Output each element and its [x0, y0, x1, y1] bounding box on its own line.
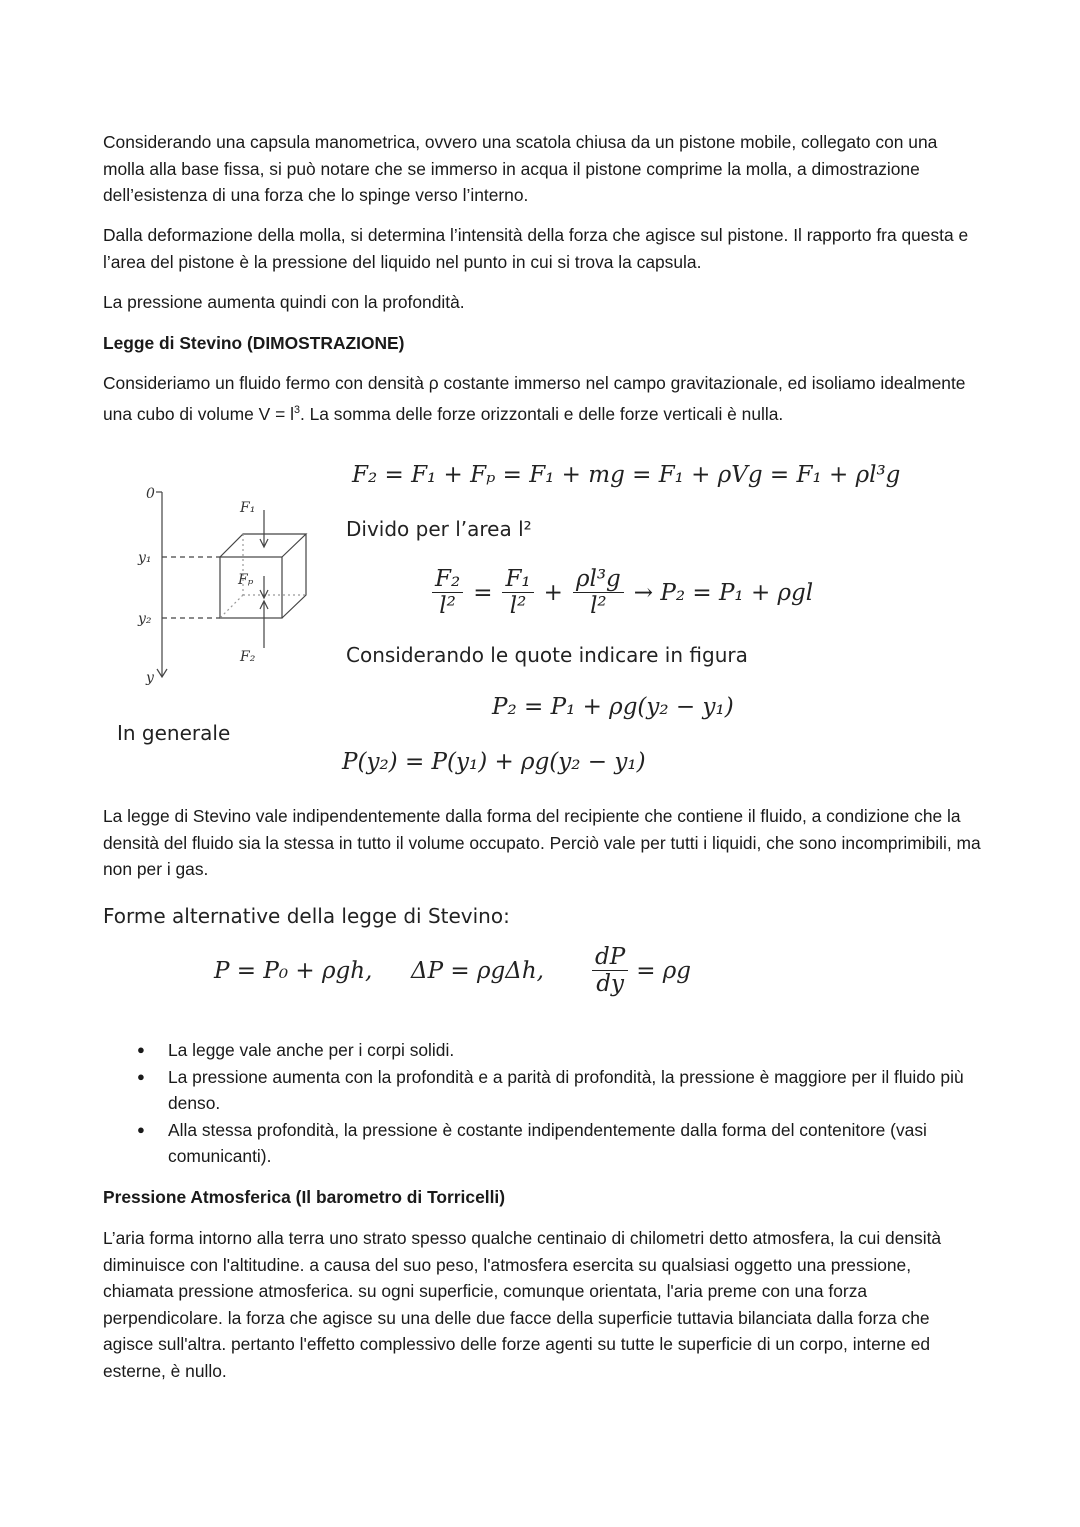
equation-force-balance: F₂ = F₁ + Fₚ = F₁ + mg = F₁ + ρVg = F₁ + ρl³g [352, 462, 901, 488]
paragraph-atmosfera: L’aria forma intorno alla terra uno strato spesso qualche centinaio di chilometri detto atmosfera, la cui densità diminuisce con l'altitudine. a causa del suo peso, l'atmosfera esercita su qualsiasi oggetto una pressione, chiamata pressione atmosferica. su ogni superficie, comunque orientata, l'aria preme con una forza perpendicolare. la forza che agisce su una delle due facce della superficie tuttavia bilanciata dalla forza che agisce sull'altra. pertanto l'effetto complessivo delle forze agenti su tutte le superficie di un corpo, interne ed esterne, è nullo. [103, 1228, 942, 1381]
text-divido: Divido per l’area l² [346, 517, 532, 541]
list-item: ● Alla stessa profondità, la pressione è costante indipendentemente dalla forma del contenitore (vasi comunicanti). [103, 1117, 983, 1170]
fraction-f2: $\frac{\text{F₂}}{\text{l²}}$ [432, 566, 463, 619]
bullet-list [103, 1037, 983, 1170]
force-f1-label: F₁ [240, 500, 256, 516]
axis-zero-label: 0 [146, 486, 155, 502]
axis-y1-label: y₁ [138, 550, 152, 566]
paragraph-profondita: La pressione aumenta quindi con la profondità. [103, 292, 465, 312]
paragraph-consideriamo: Consideriamo un fluido fermo con densità ρ costante immerso nel campo gravitazionale, ed isoliamo idealmente una cubo di volume $V = l^3$. La somma delle forze orizzontali e delle forze verticali è nulla. [103, 373, 966, 424]
text-quote: Considerando le quote indicare in figura [346, 643, 748, 667]
equation-alt-1: P = P₀ + ρgh, [214, 958, 373, 984]
fraction-weight: $\frac{\text{ρl³g}}{\text{l²}}$ [573, 566, 624, 619]
equation-divided: $\frac{\text{F₂}}{\text{l²}}$ = $\frac{\text{F₁}}{\text{l²}}$ + $\frac{\text{ρl³g}}{\text{l²}}$ → P₂ = P₁ + ρgl [432, 566, 813, 619]
heading-torricelli: Pressione Atmosferica (Il barometro di Torricelli) [103, 1187, 506, 1207]
equation-pressure-result: → P₂ = P₁ + ρgl [633, 579, 814, 606]
force-fp-label: Fₚ [238, 572, 254, 588]
list-item: ● La pressione aumenta con la profondità e a parità di profondità, la pressione è maggiore per il fluido più denso. [103, 1064, 983, 1117]
fraction-dp-dy: $\frac{dP}{dy}$ [592, 944, 628, 997]
heading-alt-forms: Forme alternative della legge di Stevino: [103, 904, 510, 928]
paragraph-deformazione: Dalla deformazione della molla, si determina l’intensità della forza che agisce sul pistone. Il rapporto fra questa e l’area del pistone è la pressione del liquido nel punto in cui si trova la capsula. [103, 225, 969, 272]
list-item: ● La legge vale anche per i corpi solidi. [103, 1037, 983, 1064]
heading-stevino: Legge di Stevino (DIMOSTRAZIONE) [103, 333, 405, 353]
axis-y2-label: y₂ [138, 611, 152, 627]
cube-right-face [282, 534, 306, 618]
cube-force-diagram [130, 480, 330, 700]
equation-alt-3: $\frac{dP}{dy}$ = ρg [592, 944, 691, 997]
equation-quote: P₂ = P₁ + ρg(y₂ − y₁) [492, 694, 734, 720]
paragraph-recipiente: La legge di Stevino vale indipendentemente dalla forma del recipiente che contiene il fluido, a condizione che la densità del fluido sia la stessa in tutto il volume occupato. Perciò vale per tutti i liquidi, che sono incomprimibili, ma non per i gas. [103, 806, 981, 879]
axis-y-label: y [146, 670, 154, 686]
force-f2-label: F₂ [240, 649, 256, 665]
text-in-generale: In generale [117, 721, 231, 745]
equation-alt-2: ΔP = ρgΔh, [411, 958, 544, 984]
equation-general: P(y₂) = P(y₁) + ρg(y₂ − y₁) [342, 749, 646, 775]
fraction-f1: $\frac{\text{F₁}}{\text{l²}}$ [502, 566, 533, 619]
paragraph-capsula: Considerando una capsula manometrica, ovvero una scatola chiusa da un pistone mobile, collegato con una molla alla base fissa, si può notare che se immerso in acqua il pistone comprime la molla, a dimostrazione dell’esistenza di una forza che lo spinge verso l’interno. [103, 132, 938, 205]
